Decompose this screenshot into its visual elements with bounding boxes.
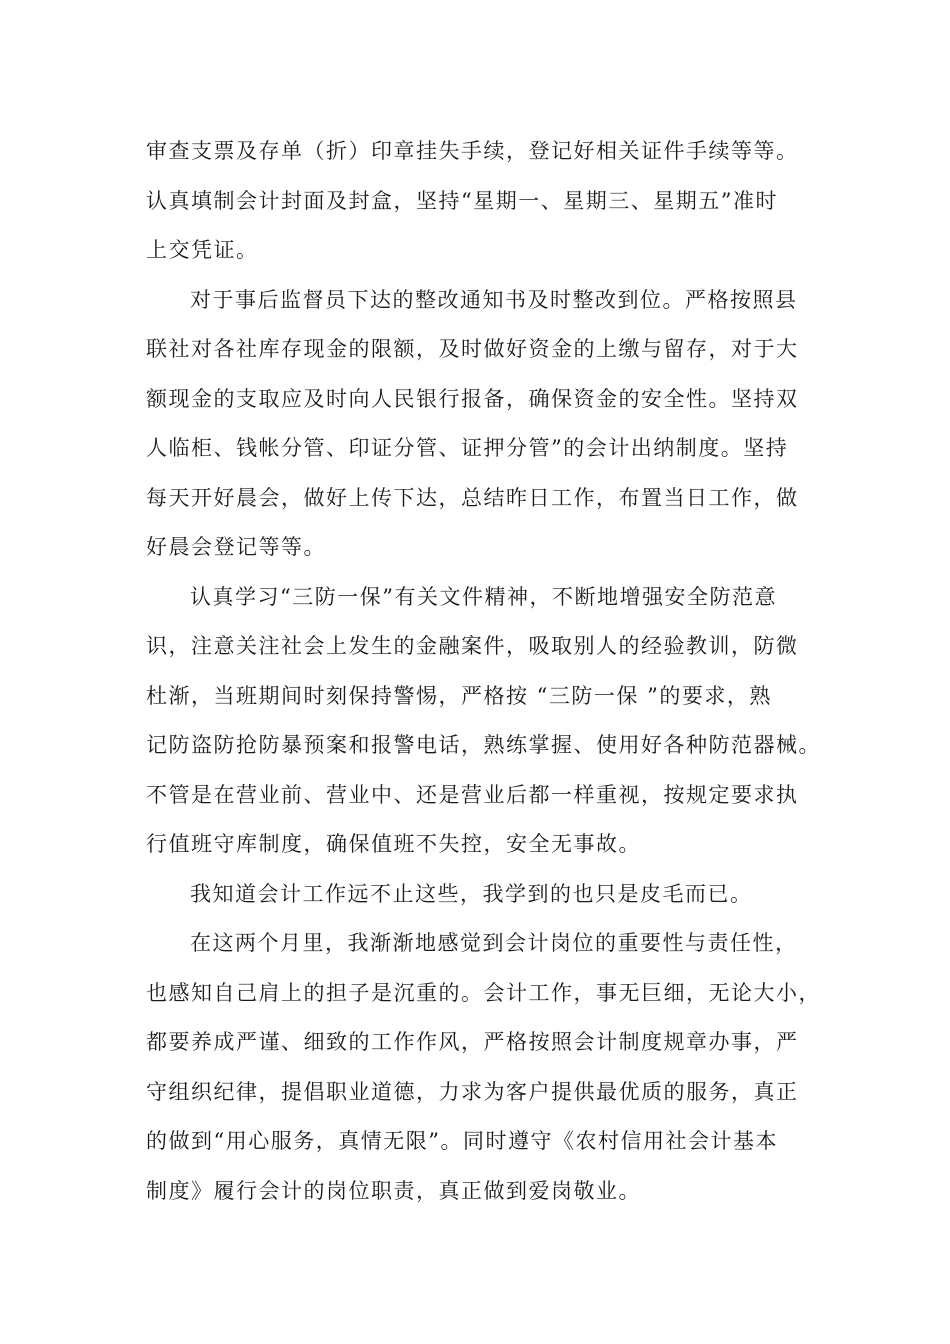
text-line: 制度》履行会计的岗位职责，真正做到爱岗敬业。 — [146, 1178, 641, 1203]
text-line: 上交凭证。 — [146, 238, 259, 262]
text-line: 杜渐，当班期间时刻保持警惕，严格按 “三防一保 ”的要求，熟 — [146, 683, 772, 708]
text-line: 都要养成严谨、细致的工作作风，严格按照会计制度规章办事，严 — [146, 1030, 799, 1054]
text-line: 审查支票及存单（折）印章挂失手续，登记好相关证件手续等等。 — [146, 139, 799, 163]
text-line: 的做到“用心服务，真情无限”。同时遵守《农村信用社会计基本 — [146, 1129, 778, 1153]
text-line: 守组织纪律，提倡职业道德，力求为客户提供最优质的服务，真正 — [146, 1079, 799, 1104]
text-line: 行值班守库制度，确保值班不失控，安全无事故。 — [146, 832, 641, 856]
text-line: 识，注意关注社会上发生的金融案件，吸取别人的经验教训，防微 — [146, 634, 799, 658]
text-line: 认真填制会计封面及封盒，坚持“星期一、星期三、星期五”准时 — [146, 188, 778, 213]
text-line: 记防盗防抢防暴预案和报警电话，熟练掌握、使用好各种防范器械。 — [146, 733, 821, 757]
text-line: 也感知自己肩上的担子是沉重的。会计工作，事无巨细，无论大小， — [146, 980, 821, 1005]
text-line: 联社对各社库存现金的限额，及时做好资金的上缴与留存，对于大 — [146, 337, 799, 361]
text-line: 人临柜、钱帐分管、印证分管、证押分管”的会计出纳制度。坚持 — [146, 436, 789, 460]
paragraph-first-line: 我知道会计工作远不止这些，我学到的也只是皮毛而已。 — [190, 881, 753, 906]
text-line: 好晨会登记等等。 — [146, 535, 326, 559]
text-line: 额现金的支取应及时向人民银行报备，确保资金的安全性。坚持双 — [146, 386, 799, 411]
text-line: 不管是在营业前、营业中、还是营业后都一样重视，按规定要求执 — [146, 782, 799, 807]
document-body — [146, 127, 821, 1216]
paragraph-first-line: 在这两个月里，我渐渐地感觉到会计岗位的重要性与责任性， — [190, 931, 798, 955]
paragraph-first-line: 认真学习“三防一保”有关文件精神，不断地增强安全防范意 — [190, 584, 777, 609]
text-line: 每天开好晨会，做好上传下达，总结昨日工作，布置当日工作，做 — [146, 485, 799, 510]
paragraph-first-line: 对于事后监督员下达的整改通知书及时整改到位。严格按照县 — [190, 287, 798, 312]
